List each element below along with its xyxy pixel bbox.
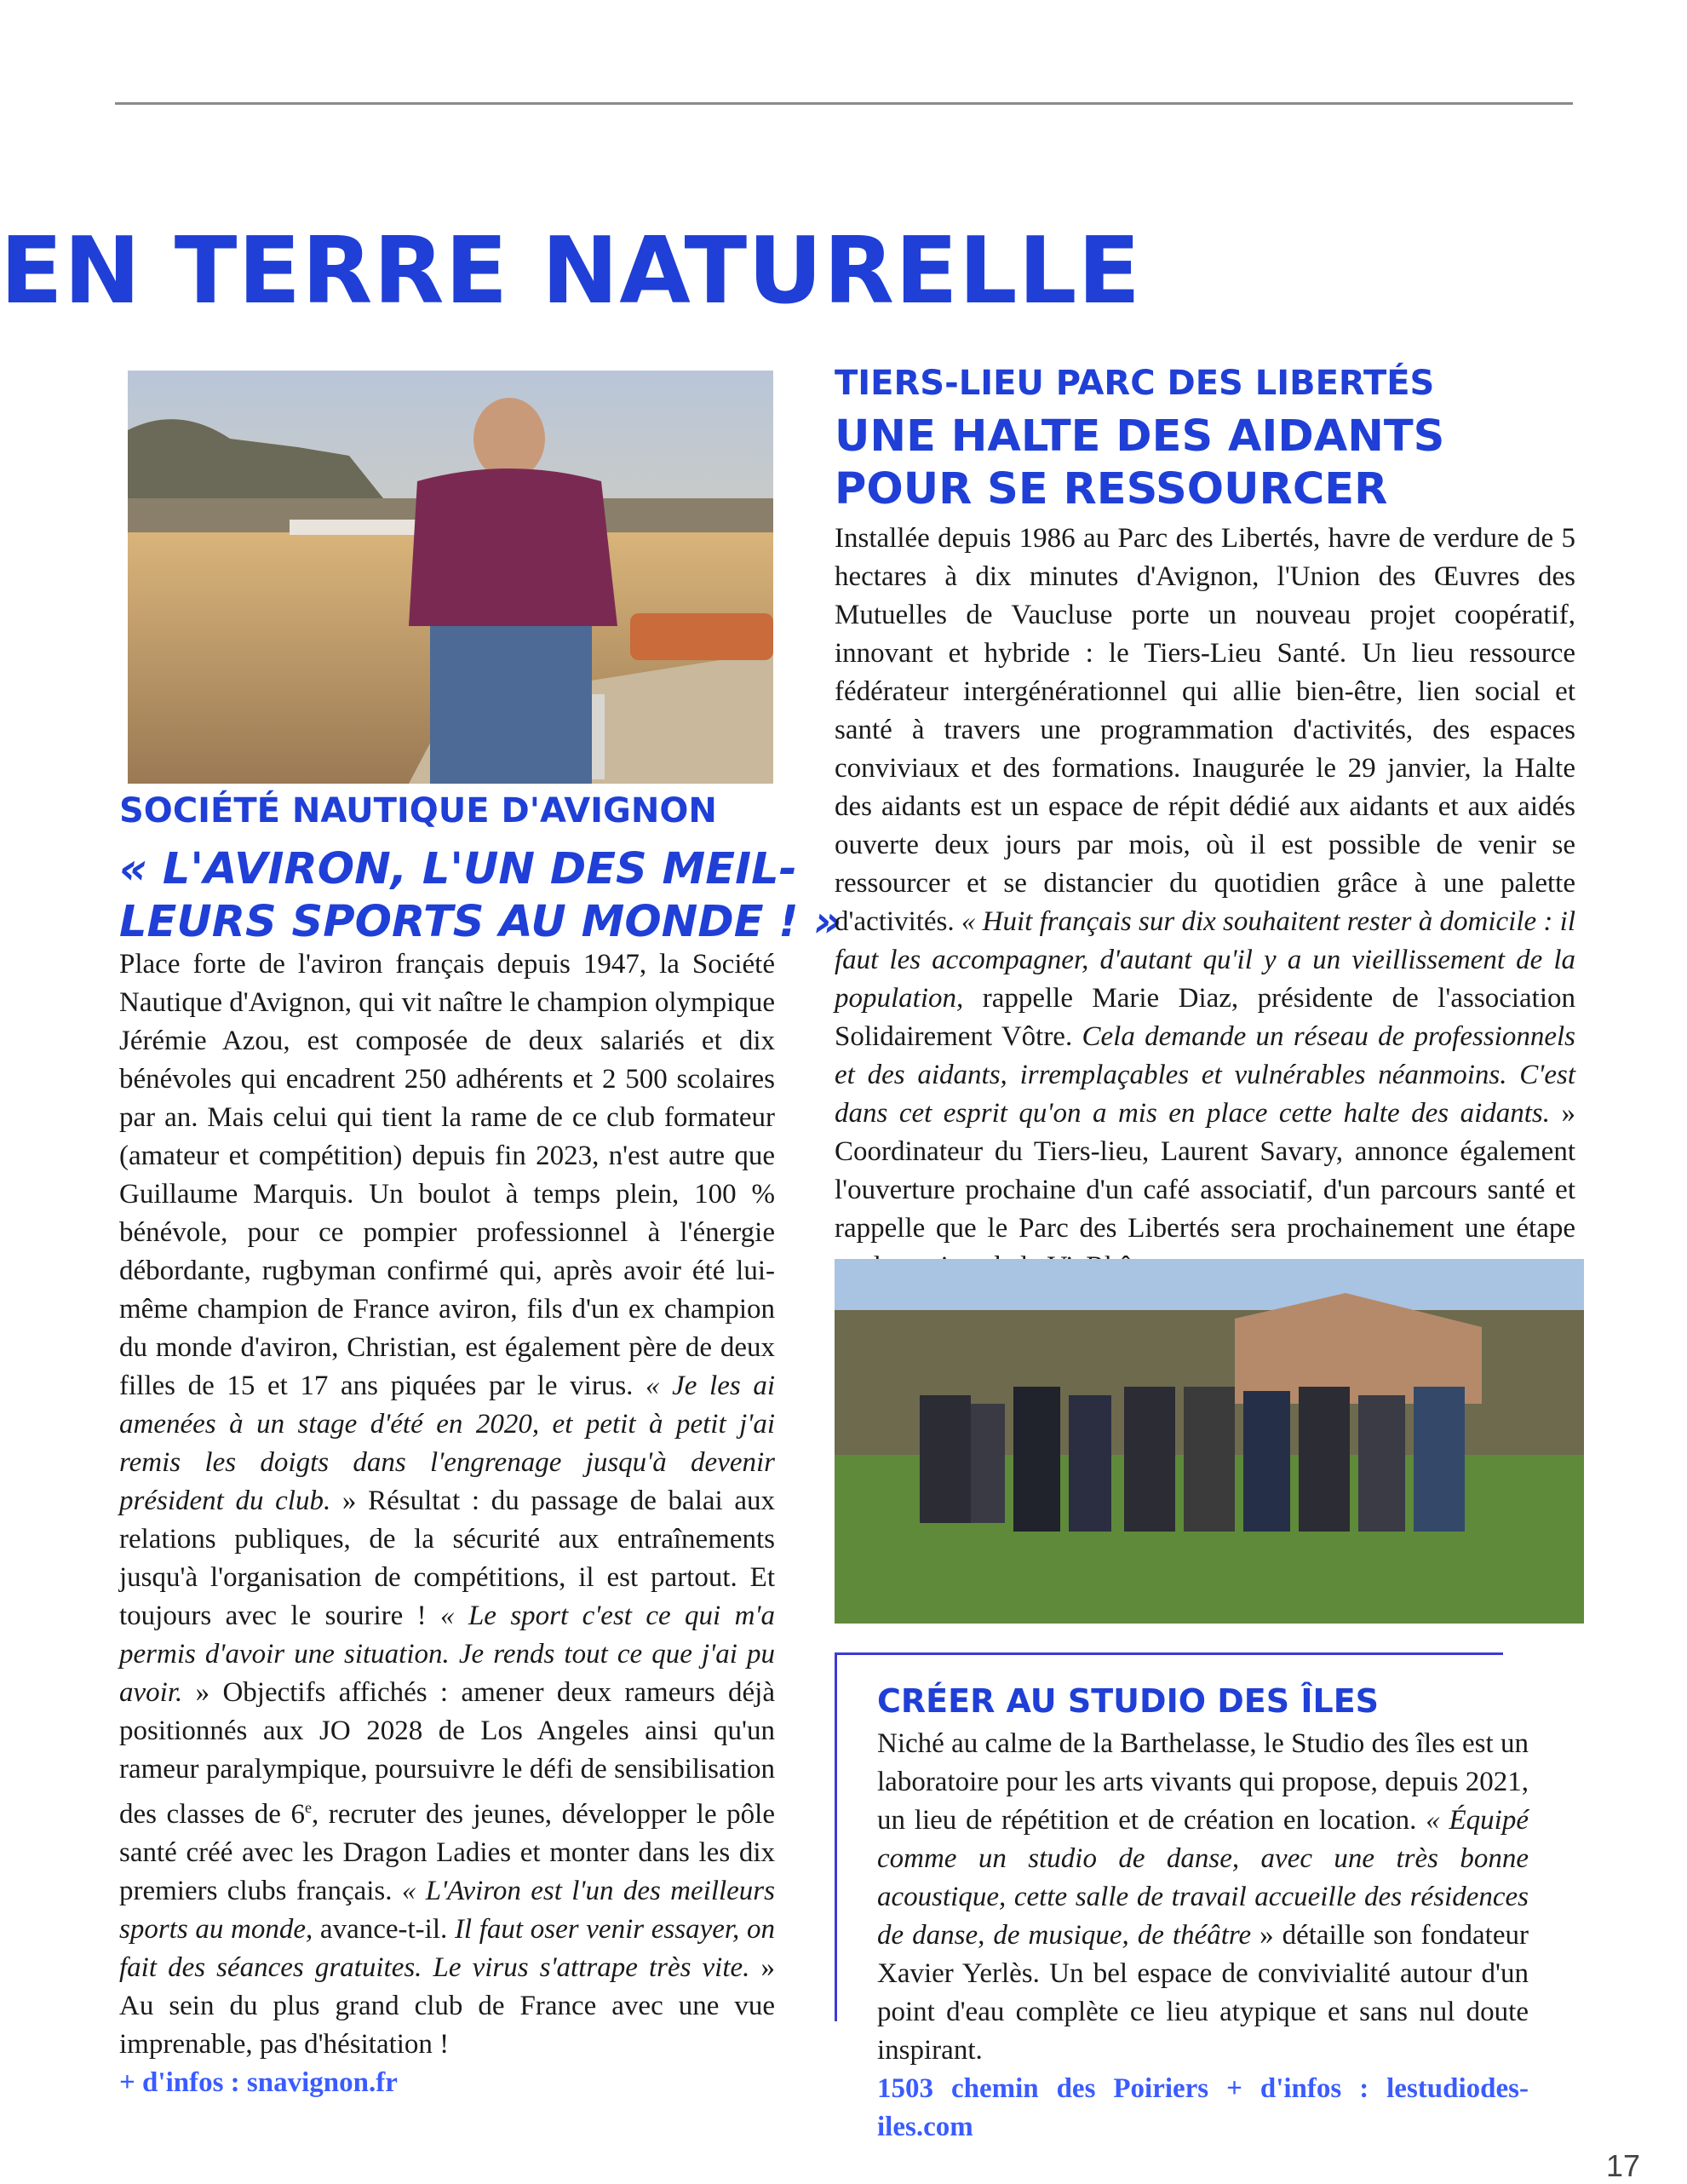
article2-headline-line1: UNE HALTE DES AIDANTS <box>835 411 1445 462</box>
article1-quote-2: « Le sport c'est ce qui m'a permis d'avoir une situation. Je rends tout ce que j'ai pu avoir. <box>119 1601 775 1708</box>
article1-text-4: , recruter des jeunes, développer le pôle santé créé avec les Dragon Ladies et monter dans les dix premiers clubs français. <box>119 1799 775 1906</box>
article3-info-link[interactable]: 1503 chemin des Poiriers + d'infos : lestudiodes-iles.com <box>877 2073 1529 2142</box>
article2-kicker: TIERS-LIEU PARC DES LIBERTÉS <box>835 364 1435 403</box>
article1-headline <box>119 843 841 949</box>
article1-quote-4: Il faut oser venir essayer, on fait des séances gratuites. Le virus s'attrape très vite. <box>119 1914 775 1983</box>
article2-text-1: Installée depuis 1986 au Parc des Libertés, havre de verdure de 5 hectares à dix minutes d'Avignon, l'Union des Œuvres des Mutuelles de Vaucluse porte un nouveau projet coopératif, innovant et hybride : le Tiers-Lieu Santé. Un lieu ressource fédérateur intergénérationnel qui allie bien-être, lien social et santé à travers une programmation d'activités, des espaces conviviaux et des formations. Inaugurée le 29 janvier, la Halte des aidants est un espace de répit dédié aux aidants et aux aidés ouverte deux jours par mois, où il est possible de venir se ressourcer et se distancier du quotidien grâce à une palette d'activités. <box>835 523 1575 937</box>
article1-info-link[interactable]: + d'infos : snavignon.fr <box>119 2067 398 2098</box>
article2-headline <box>835 411 1444 516</box>
article1-text-6: » Au sein du plus grand club de France avec une vue imprenable, pas d'hésitation ! <box>119 1952 775 2060</box>
article1-body <box>119 945 775 2102</box>
article3-kicker: CRÉER AU STUDIO DES ÎLES <box>877 1682 1380 1720</box>
article1-headline-line1: « L'AVIRON, L'UN DES MEIL- <box>119 844 797 894</box>
article1-quote-1: « Je les ai amenées à un stage d'été en 2020, et petit à petit j'ai remis les doigts dans l'engrenage jusqu'à devenir président du club. <box>119 1371 775 1516</box>
article3-quote-1: « Équipé comme un studio de danse, avec une très bonne acoustique, cette salle de travail accueille des résidences de danse, de musique, de théâtre <box>877 1805 1529 1951</box>
article3-text-1: Niché au calme de la Barthelasse, le Studio des îles est un laboratoire pour les arts vivants qui propose, depuis 2021, un lieu de répétition et de création en location. <box>877 1728 1529 1836</box>
article1-text-1: Place forte de l'aviron français depuis 1947, la Société Nautique d'Avignon, qui vit naître le champion olympique Jérémie Azou, est composée de deux salariés et dix bénévoles qui encadrent 250 adhérents et 2 500 scolaires par an. Mais celui qui tient la rame de ce club formateur (amateur et compétition) depuis fin 2023, n'est autre que Guillaume Marquis. Un boulot à temps plein, 100 % bénévole, pour ce pompier professionnel à l'énergie débordante, rugbyman confirmé qui, après avoir été lui-même champion de France aviron, fils d'un ex champion du monde d'aviron, Christian, est également père de deux filles de 15 et 17 ans piquées par le virus. <box>119 949 775 1401</box>
article2-text-3: » Coordinateur du Tiers-lieu, Laurent Savary, annonce également l'ouverture prochaine d'un café associatif, d'un parcours santé et rappelle que le Parc des Libertés sera prochainement une étape <box>835 1098 1576 1244</box>
article1-quote-3: « L'Aviron est l'un des meilleurs sports au monde, <box>119 1876 775 1945</box>
section-title: EN TERRE NATURELLE <box>0 218 1142 325</box>
article2-headline-line2: POUR SE RESSOURCER <box>835 464 1388 515</box>
top-rule <box>115 102 1573 105</box>
article2-text-2: rappelle Marie Diaz, présidente de l'association Solidairement Vôtre. <box>835 983 1575 1052</box>
article2-quote-1: « Huit français sur dix souhaitent rester à domicile : il faut les accompagner, d'autant qu'il y a un vieillissement de la population, <box>835 906 1575 1014</box>
article1-headline-line2: LEURS SPORTS AU MONDE ! » <box>119 897 842 948</box>
article2-quote-2: Cela demande un réseau de professionnels et des aidants, irremplaçables et vulnérables néanmoins. C'est dans cet esprit qu'on a mis en place cette halte des aidants. <box>835 1021 1575 1129</box>
page-number: 17 <box>1605 2148 1640 2183</box>
rower-photo <box>128 371 773 784</box>
article3-body <box>877 1725 1529 2147</box>
article1-text-3: » Objectifs affichés : amener deux rameurs déjà positionnés aux JO 2028 de Los Angeles ainsi qu'un rameur paralympique, poursuivre le défi de sensibilisation des classes de 6 <box>119 1677 775 1830</box>
article1-kicker: SOCIÉTÉ NAUTIQUE D'AVIGNON <box>119 791 717 830</box>
article3-text-2: » détaille son fondateur Xavier Yerlès. Un bel espace de convivialité autour d'un point d'eau complète ce lieu atypique et sans nul doute inspirant. <box>877 1920 1529 2066</box>
group-photo <box>835 1259 1584 1624</box>
article1-superscript: e <box>304 1799 312 1816</box>
article1-text-2: » Résultat : du passage de balai aux relations publiques, de la sécurité aux entraînements jusqu'à l'organisation de compétitions, il est partout. Et toujours avec le sourire ! <box>119 1486 775 1631</box>
article2-body <box>835 520 1575 1325</box>
article1-text-5: avance-t-il. <box>313 1914 455 1945</box>
